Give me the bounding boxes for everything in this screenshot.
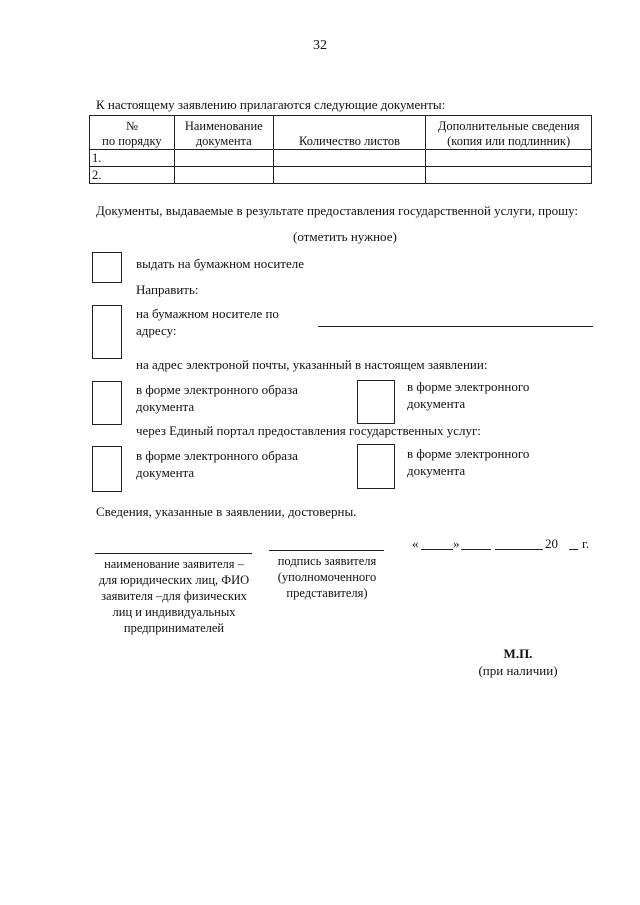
confirm-text: Сведения, указанные в заявлении, достоверны. xyxy=(96,504,357,519)
email-edoc-label-line1: в форме электронного xyxy=(407,379,530,394)
header-sheet-count: Количество листов xyxy=(273,116,426,150)
attachments-intro: К настоящему заявлению прилагаются следующие документы: xyxy=(96,97,446,112)
table-row xyxy=(90,167,592,184)
email-heading: на адрес электроной почты, указанный в настоящем заявлении: xyxy=(136,357,488,372)
header-doc-name: Наименование документа xyxy=(174,116,273,150)
signature-line[interactable] xyxy=(269,550,384,551)
row-number: 2. xyxy=(90,167,175,184)
date-open-quote: « xyxy=(412,536,419,551)
applicant-caption: наименование заявителя – для юридических лиц, ФИО заявителя –для физических лиц и индивидуальных предпринимателей xyxy=(98,557,250,635)
date-year-prefix: 20 xyxy=(545,536,558,551)
paper-checkbox[interactable] xyxy=(92,252,122,283)
email-image-label-line2: документа xyxy=(136,399,195,414)
portal-edoc-checkbox[interactable] xyxy=(357,444,395,489)
send-label: Направить: xyxy=(136,282,199,297)
result-request-text: Документы, выдаваемые в результате предоставления государственной услуги, прошу: xyxy=(96,203,579,218)
row-extra-info-cell[interactable] xyxy=(426,150,592,167)
stamp-label: М.П. xyxy=(503,646,533,661)
header-extra-info: Дополнительные сведения (копия или подлинник) xyxy=(426,116,592,150)
paper-option-label: выдать на бумажном носителе xyxy=(136,256,304,271)
table-header-row xyxy=(90,116,592,150)
email-edoc-label-line2: документа xyxy=(407,396,466,411)
portal-edoc-label-line1: в форме электронного xyxy=(407,446,530,461)
stamp-note: (при наличии) xyxy=(478,663,558,678)
date-close-quote: » xyxy=(453,536,460,551)
portal-heading: через Единый портал предоставления государственных услуг: xyxy=(136,423,481,438)
paper-address-label-line1: на бумажном носителе по xyxy=(136,306,279,321)
page-number: 32 xyxy=(313,38,327,53)
applicant-name-line[interactable] xyxy=(95,553,252,554)
portal-image-label-line1: в форме электронного образа xyxy=(136,448,298,463)
portal-edoc-label-line2: документа xyxy=(407,463,466,478)
attachments-table xyxy=(89,115,592,184)
row-sheet-count-cell[interactable] xyxy=(273,150,426,167)
paper-address-checkbox[interactable] xyxy=(92,305,122,359)
portal-image-label-line2: документа xyxy=(136,465,195,480)
address-input-line[interactable] xyxy=(318,326,593,327)
date-year-suffix: г. xyxy=(582,536,590,551)
row-extra-info-cell[interactable] xyxy=(426,167,592,184)
signature-caption: подпись заявителя (уполномоченного представителя) xyxy=(277,554,377,600)
table-row xyxy=(90,150,592,167)
paper-address-label-line2: адресу: xyxy=(136,323,177,338)
date-month-line-a[interactable] xyxy=(461,549,491,550)
email-image-checkbox[interactable] xyxy=(92,381,122,425)
email-edoc-checkbox[interactable] xyxy=(357,380,395,424)
email-image-label-line1: в форме электронного образа xyxy=(136,382,298,397)
row-doc-name-cell[interactable] xyxy=(174,167,273,184)
row-sheet-count-cell[interactable] xyxy=(273,167,426,184)
date-day-line[interactable] xyxy=(421,549,453,550)
date-month-line-b[interactable] xyxy=(495,549,543,550)
date-year-line[interactable] xyxy=(569,549,578,550)
header-number: № по порядку xyxy=(90,116,175,150)
mark-note: (отметить нужное) xyxy=(293,229,397,244)
row-doc-name-cell[interactable] xyxy=(174,150,273,167)
row-number: 1. xyxy=(90,150,175,167)
portal-image-checkbox[interactable] xyxy=(92,446,122,492)
